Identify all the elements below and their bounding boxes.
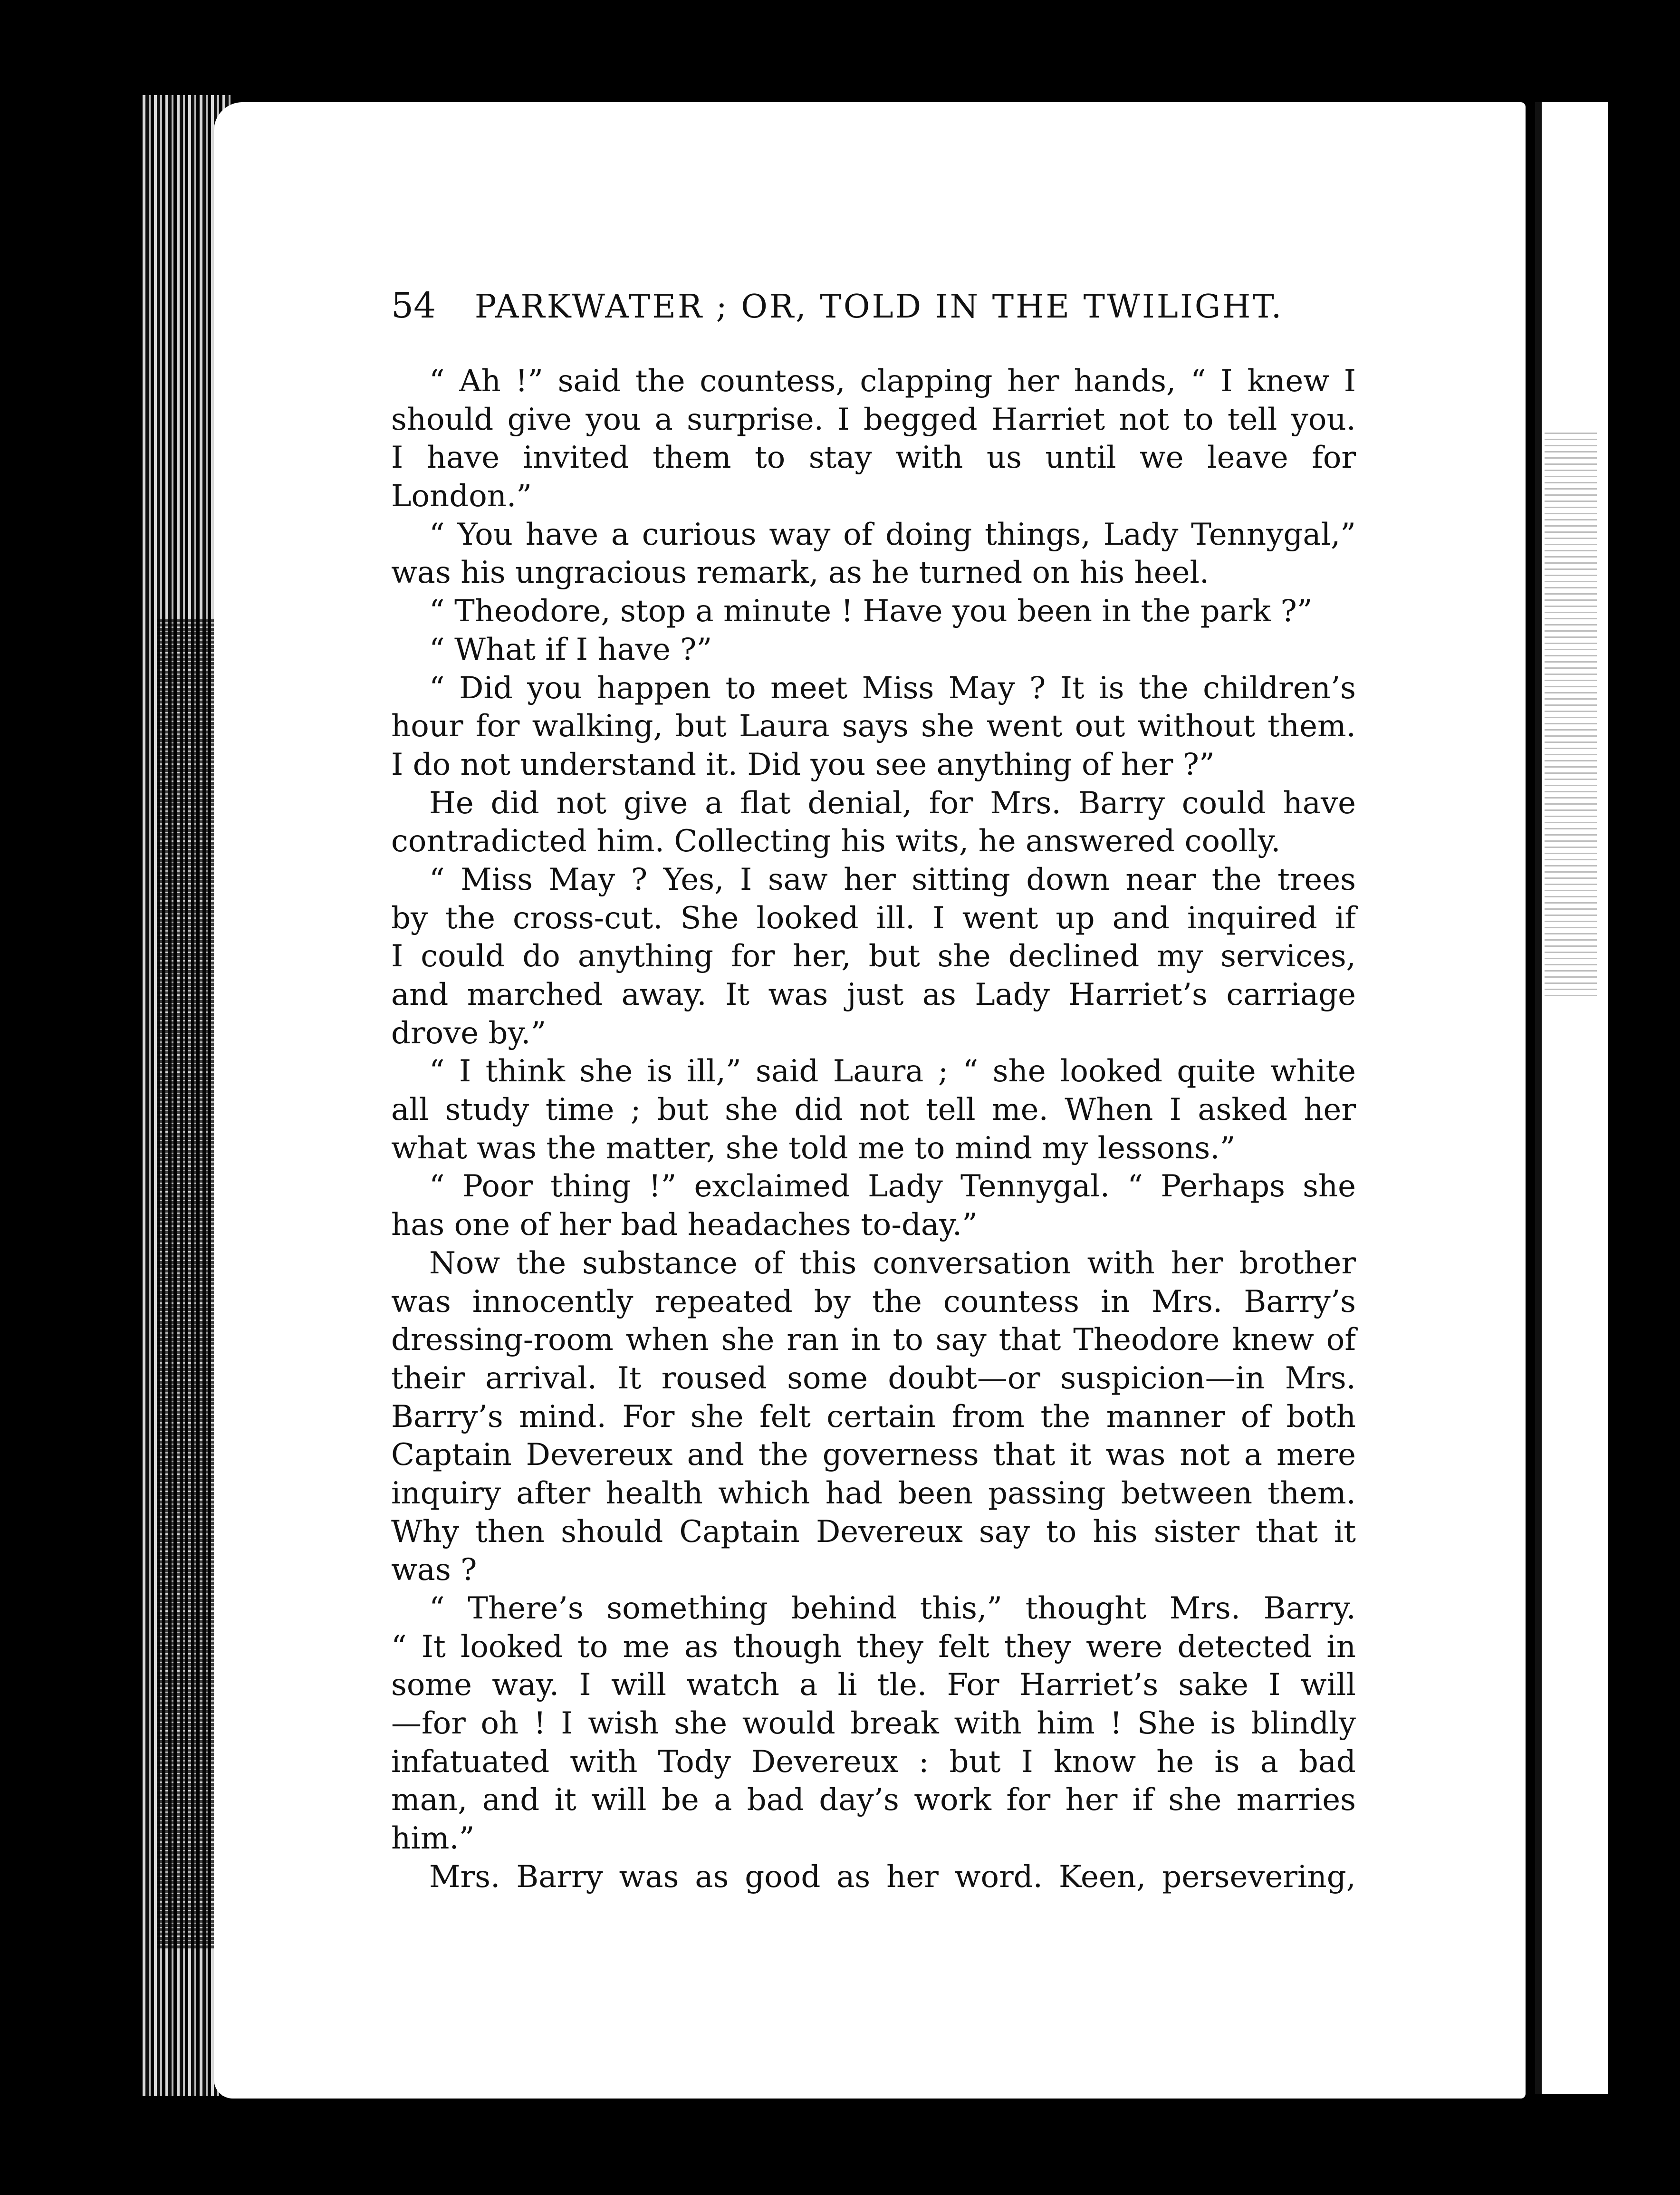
text-line: I do not understand it. Did you see anything of her ?” [391,747,1215,782]
facing-page-edge [1535,102,1608,2094]
text-line: “ Ah !” said the countess, clapping her hands, “ I knew I [429,364,1356,399]
text-line: “ It looked to me as though they felt they were detected in [391,1629,1356,1665]
text-line: “ Theodore, stop a minute ! Have you been in the park ?” [429,594,1313,629]
text-line: “ I think she is ill,” said Laura ; “ she looked quite white [429,1054,1356,1089]
text-line: “ What if I have ?” [429,632,712,667]
text-line: dressing-room when she ran in to say that Theodore knew of [391,1322,1356,1358]
body-text [391,362,1356,1897]
text-line: I have invited them to stay with us until we leave for [391,440,1356,476]
text-line: Captain Devereux and the governess that it was not a mere [391,1437,1356,1473]
text-line: some way. I will watch a li tle. For Harriet’s sake I will [391,1667,1356,1703]
text-line: “ Did you happen to meet Miss May ? It is the children’s [429,670,1356,706]
text-line: —for oh ! I wish she would break with him ! She is blindly [391,1706,1356,1742]
running-head [391,285,1399,342]
text-line: all study time ; but she did not tell me. When I asked her [391,1092,1356,1128]
facing-page-noise [1545,428,1597,998]
text-line: by the cross-cut. She looked ill. I went up and inquired if [391,900,1356,936]
page-number: 54 [391,285,436,326]
text-line: him.” [391,1821,475,1857]
text-line: was innocently repeated by the countess in Mrs. Barry’s [391,1284,1356,1319]
text-line: London.” [391,479,532,514]
running-title: PARKWATER ; OR, TOLD IN THE TWILIGHT. [474,288,1284,326]
text-line: was his ungracious remark, as he turned on his heel. [391,555,1210,591]
text-line: inquiry after health which had been passing between them. [391,1475,1356,1511]
text-line: I could do anything for her, but she declined my services, [391,939,1356,974]
text-line: Mrs. Barry was as good as her word. Keen, persevering, [429,1859,1356,1895]
text-line: He did not give a flat denial, for Mrs. Barry could have [429,785,1356,821]
text-line: contradicted him. Collecting his wits, he answered coolly. [391,824,1281,859]
text-line: “ Poor thing !” exclaimed Lady Tennygal. “ Perhaps she [429,1169,1356,1204]
text-line: drove by.” [391,1015,547,1051]
text-line: Now the substance of this conversation with her brother [429,1245,1356,1281]
text-line: their arrival. It roused some doubt—or suspicion—in Mrs. [391,1360,1356,1396]
text-line: infatuated with Tody Devereux : but I know he is a bad [391,1744,1356,1780]
text-line: Barry’s mind. For she felt certain from the manner of both [391,1399,1356,1434]
text-line: “ You have a curious way of doing things, Lady Tennygal,” [429,517,1356,552]
text-line: what was the matter, she told me to mind my lessons.” [391,1130,1236,1166]
text-line: should give you a surprise. I begged Harriet not to tell you. [391,402,1356,437]
text-line: and marched away. It was just as Lady Harriet’s carriage [391,977,1356,1012]
text-line: Why then should Captain Devereux say to his sister that it [391,1514,1356,1550]
text-line: “ There’s something behind this,” thought Mrs. Barry. [429,1591,1356,1626]
text-line: was ? [391,1552,477,1588]
text-line: “ Miss May ? Yes, I saw her sitting down near the trees [429,862,1356,897]
text-line: man, and it will be a bad day’s work for her if she marries [391,1782,1356,1818]
text-line: has one of her bad headaches to-day.” [391,1207,978,1243]
text-line: hour for walking, but Laura says she went out without them. [391,709,1356,744]
